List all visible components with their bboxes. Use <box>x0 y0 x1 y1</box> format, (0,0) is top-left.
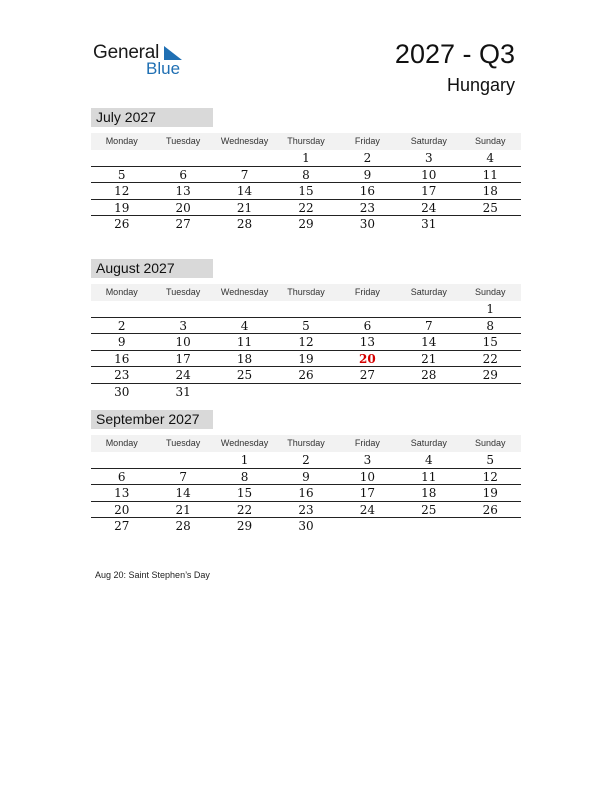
day-cell: 29 <box>482 368 498 382</box>
day-cell: 29 <box>298 217 314 231</box>
day-cell: 19 <box>298 351 314 366</box>
day-cell: 21 <box>236 200 253 215</box>
weekday-label: Thursday <box>287 136 325 146</box>
weekday-label: Tuesday <box>166 438 201 448</box>
weekday-label: Friday <box>354 136 380 146</box>
day-cell: 14 <box>421 335 437 349</box>
week-row <box>91 216 521 233</box>
day-cell: 4 <box>425 453 433 467</box>
day-cell: 8 <box>486 318 495 333</box>
week-row <box>91 384 521 401</box>
day-cell: 19 <box>482 486 498 500</box>
day-cell: 30 <box>298 519 314 533</box>
day-cell <box>460 518 521 535</box>
day-cell: 28 <box>421 368 437 382</box>
day-cell: 22 <box>236 502 253 517</box>
day-cell: 18 <box>421 486 437 500</box>
day-cell: 11 <box>482 167 498 182</box>
day-cell: 7 <box>425 318 433 333</box>
day-cell: 15 <box>298 184 314 198</box>
day-cell: 1 <box>240 453 249 467</box>
day-cell: 10 <box>175 335 191 349</box>
day-cell: 18 <box>236 351 253 366</box>
day-cell: 17 <box>359 486 376 500</box>
day-cell: 27 <box>359 368 376 382</box>
day-cell: 30 <box>359 217 376 231</box>
weekday-label: Tuesday <box>166 136 201 146</box>
weekday-label: Saturday <box>410 287 447 297</box>
day-cell: 15 <box>482 335 498 349</box>
day-cell: 12 <box>298 335 314 349</box>
weekday-label: Wednesday <box>220 287 269 297</box>
day-cell: 22 <box>482 351 498 366</box>
week-row <box>91 452 521 469</box>
country-name: Hungary <box>446 75 515 95</box>
day-cell: 27 <box>114 519 130 533</box>
weekday-label: Tuesday <box>166 287 201 297</box>
month-calendar <box>91 259 521 400</box>
day-cell <box>214 150 275 166</box>
day-cell: 17 <box>175 351 191 366</box>
day-cell <box>398 518 459 535</box>
day-cell <box>337 384 398 401</box>
page-title: 2027 - Q3 <box>394 39 515 69</box>
day-cell: 3 <box>363 453 372 467</box>
weekday-header-row <box>91 284 521 301</box>
week-row <box>91 485 521 502</box>
day-cell: 23 <box>298 502 314 517</box>
day-cell: 21 <box>421 351 437 366</box>
day-cell: 30 <box>114 384 130 399</box>
generalblue-logo <box>93 42 193 78</box>
weekday-label: Saturday <box>410 438 447 448</box>
logo-text-general: General <box>93 42 160 63</box>
day-cell: 7 <box>179 469 187 484</box>
weekday-label: Saturday <box>410 136 447 146</box>
day-cell: 22 <box>298 200 314 215</box>
day-cell: 3 <box>425 151 433 165</box>
weekday-label: Sunday <box>474 136 506 146</box>
day-cell: 1 <box>302 151 310 165</box>
day-cell: 16 <box>359 184 376 198</box>
day-cell <box>460 216 521 233</box>
day-cell <box>152 150 213 166</box>
day-cell: 4 <box>486 151 495 165</box>
week-row <box>91 318 521 335</box>
weekday-label: Sunday <box>474 287 506 297</box>
weekday-label: Wednesday <box>220 438 269 448</box>
day-cell: 31 <box>175 384 191 399</box>
day-cell <box>91 301 152 317</box>
day-cell: 25 <box>421 502 437 517</box>
day-cell: 8 <box>302 167 310 182</box>
week-row <box>91 150 521 167</box>
day-cell: 1 <box>486 302 495 316</box>
day-cell: 20 <box>114 502 130 517</box>
day-cell: 8 <box>240 469 249 484</box>
day-cell: 9 <box>363 167 372 182</box>
day-cell: 5 <box>486 453 495 467</box>
month-title: July 2027 <box>91 108 213 127</box>
weekday-header-row <box>91 435 521 452</box>
day-cell: 11 <box>236 335 253 349</box>
day-cell <box>91 452 152 468</box>
day-cell: 7 <box>240 167 249 182</box>
day-cell <box>91 150 152 166</box>
week-row <box>91 183 521 200</box>
day-cell: 26 <box>114 217 130 231</box>
day-cell: 10 <box>421 167 437 182</box>
week-row <box>91 367 521 384</box>
day-cell: 31 <box>421 217 437 231</box>
day-cell: 6 <box>117 469 126 484</box>
weekday-header-row <box>91 133 521 150</box>
day-cell: 4 <box>240 318 249 333</box>
day-cell <box>214 301 275 317</box>
day-cell: 10 <box>359 469 376 484</box>
weekday-label: Monday <box>105 136 138 146</box>
day-cell: 28 <box>236 217 253 231</box>
day-cell: 27 <box>175 217 191 231</box>
week-row <box>91 518 521 535</box>
day-cell: 2 <box>363 151 372 165</box>
day-cell: 13 <box>114 486 130 500</box>
day-cell: 28 <box>175 519 191 533</box>
day-cell: 20 <box>359 351 376 366</box>
day-cell: 9 <box>302 469 310 484</box>
month-title: September 2027 <box>91 410 213 429</box>
logo-text-blue: Blue <box>146 59 181 78</box>
day-cell: 16 <box>298 486 314 500</box>
day-cell: 5 <box>117 167 126 182</box>
day-cell <box>337 518 398 535</box>
day-cell <box>214 384 275 401</box>
day-cell: 25 <box>482 200 498 215</box>
weekday-label: Wednesday <box>220 136 269 146</box>
day-cell: 23 <box>114 368 130 382</box>
day-cell: 3 <box>179 318 187 333</box>
day-cell <box>152 452 213 468</box>
day-cell <box>152 301 213 317</box>
week-row <box>91 334 521 351</box>
day-cell <box>460 384 521 401</box>
weekday-label: Monday <box>105 438 138 448</box>
weekday-label: Monday <box>105 287 138 297</box>
week-row <box>91 200 521 217</box>
day-cell: 13 <box>175 184 191 198</box>
day-cell: 23 <box>359 200 376 215</box>
day-cell: 12 <box>482 469 498 484</box>
day-cell: 14 <box>175 486 191 500</box>
month-calendar <box>91 410 521 535</box>
day-cell: 24 <box>359 502 376 517</box>
day-cell: 18 <box>482 184 498 198</box>
day-cell: 20 <box>175 200 191 215</box>
weekday-label: Friday <box>354 438 380 448</box>
week-row <box>91 351 521 368</box>
day-cell <box>337 301 398 317</box>
day-cell: 14 <box>236 184 253 198</box>
day-cell: 19 <box>114 200 130 215</box>
month-title: August 2027 <box>91 259 213 278</box>
day-cell: 6 <box>179 167 187 182</box>
day-cell: 17 <box>421 184 437 198</box>
day-cell <box>398 384 459 401</box>
day-cell: 25 <box>236 368 253 382</box>
day-cell: 29 <box>236 519 253 533</box>
day-cell: 26 <box>482 502 498 517</box>
day-cell <box>275 384 336 401</box>
week-row <box>91 167 521 184</box>
day-cell: 24 <box>175 368 191 382</box>
weekday-label: Thursday <box>287 438 325 448</box>
month-calendar <box>91 108 521 233</box>
day-cell <box>398 301 459 317</box>
day-cell: 2 <box>302 453 310 467</box>
day-cell: 24 <box>421 200 437 215</box>
day-cell: 16 <box>114 351 130 366</box>
day-cell: 2 <box>117 318 126 333</box>
day-cell <box>275 301 336 317</box>
week-row <box>91 502 521 519</box>
week-row <box>91 469 521 486</box>
weekday-label: Thursday <box>287 287 325 297</box>
holiday-note: Aug 20: Saint Stephen’s Day <box>95 570 210 580</box>
day-cell: 6 <box>363 318 372 333</box>
weekday-label: Sunday <box>474 438 506 448</box>
day-cell: 12 <box>114 184 130 198</box>
day-cell: 5 <box>302 318 310 333</box>
day-cell: 13 <box>359 335 376 349</box>
day-cell: 9 <box>117 335 126 349</box>
day-cell: 21 <box>175 502 191 517</box>
day-cell: 15 <box>236 486 253 500</box>
day-cell: 11 <box>421 469 437 484</box>
day-cell: 26 <box>298 368 314 382</box>
week-row <box>91 301 521 318</box>
weekday-label: Friday <box>354 287 380 297</box>
